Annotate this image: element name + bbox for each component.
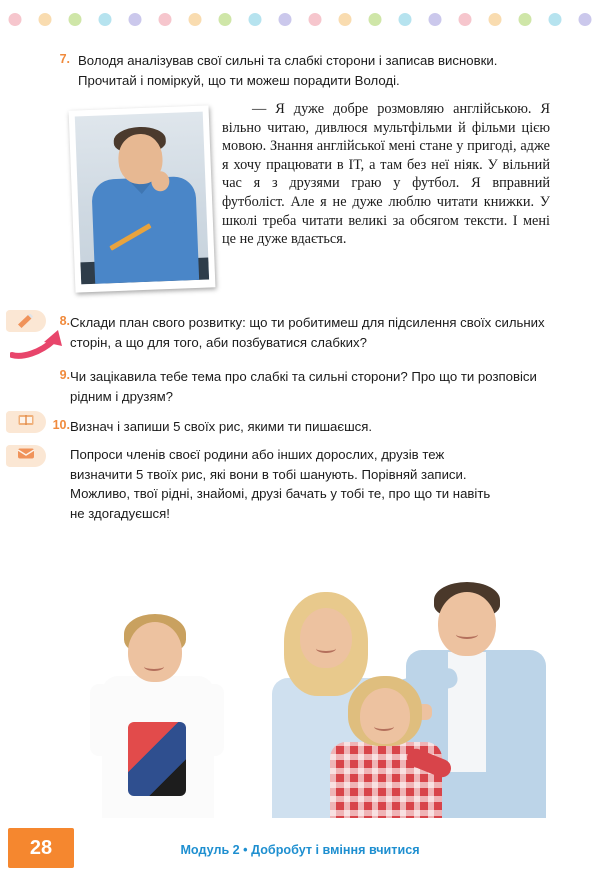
tshirt-print bbox=[128, 722, 186, 796]
dot-15 bbox=[429, 13, 442, 26]
pencil-icon bbox=[17, 314, 35, 328]
family-pointing-photo bbox=[60, 530, 570, 830]
dot-4 bbox=[99, 13, 112, 26]
task-number-8: 8. bbox=[59, 314, 70, 328]
page-number: 28 bbox=[8, 828, 74, 868]
dot-18 bbox=[519, 13, 532, 26]
father-head bbox=[438, 592, 496, 656]
band-cell bbox=[270, 0, 300, 40]
card-icon bbox=[17, 447, 35, 465]
band-cell bbox=[420, 0, 450, 40]
band-cell bbox=[480, 0, 510, 40]
dot-10 bbox=[279, 13, 292, 26]
dot-8 bbox=[219, 13, 232, 26]
task-10-text: Визнач і запиши 5 своїх рис, якими ти пишаєшся. bbox=[70, 419, 373, 434]
task-7-quote-text: — Я дуже добре розмовляю англійською. Я вільно читаю, дивлюся мультфільми й фільми цією мовою. Знання англійської мені стане у пригоді, адже я хочу працювати в ІТ, а там без неї ніяк. У вільний час я з друзями граю у футбол. Я вправний футболіст. Але я не дуже люблю читати книжки. У школі треба читати великі за обсягом тексти. І мені це не дуже вдається. bbox=[222, 101, 550, 248]
band-cell bbox=[90, 0, 120, 40]
band-cell bbox=[540, 0, 570, 40]
band-cell bbox=[510, 0, 540, 40]
band-cell bbox=[240, 0, 270, 40]
task-number-7: 7. bbox=[59, 52, 70, 66]
dot-12 bbox=[339, 13, 352, 26]
dot-14 bbox=[399, 13, 412, 26]
dot-20 bbox=[579, 13, 592, 26]
boy-arm-left bbox=[90, 684, 110, 756]
task-7-text: Володя аналізував свої сильні та слабкі сторони і записав висновки. Прочитай і поміркуй, що ти можеш порадити Володі. bbox=[78, 53, 498, 88]
decorative-dot-band bbox=[0, 0, 600, 40]
mother-head bbox=[300, 608, 352, 668]
band-cell bbox=[60, 0, 90, 40]
mother-smile bbox=[316, 644, 336, 653]
band-cell bbox=[570, 0, 600, 40]
band-cell bbox=[330, 0, 360, 40]
dot-11 bbox=[309, 13, 322, 26]
dot-3 bbox=[69, 13, 82, 26]
page-footer bbox=[0, 818, 600, 878]
task-9-text: Чи зацікавила тебе тема про слабкі та сильні сторони? Про що ти розповіси рідним і друзям? bbox=[70, 369, 537, 404]
task-number-10: 10. bbox=[52, 418, 70, 432]
dot-7 bbox=[189, 13, 202, 26]
dot-6 bbox=[159, 13, 172, 26]
book-icon bbox=[17, 413, 35, 432]
card-badge bbox=[6, 445, 46, 467]
boy-figure bbox=[88, 614, 228, 830]
dot-16 bbox=[459, 13, 472, 26]
band-cell bbox=[450, 0, 480, 40]
girl-figure bbox=[310, 676, 462, 830]
girl-head bbox=[360, 688, 410, 744]
band-cell bbox=[0, 0, 30, 40]
band-cell bbox=[300, 0, 330, 40]
photo-inner bbox=[75, 112, 209, 285]
dot-13 bbox=[369, 13, 382, 26]
dot-19 bbox=[549, 13, 562, 26]
arrow-icon bbox=[10, 328, 64, 360]
dot-2 bbox=[39, 13, 52, 26]
band-cell bbox=[150, 0, 180, 40]
boy-thinking-photo bbox=[69, 105, 216, 292]
father-smile bbox=[456, 630, 478, 639]
band-cell bbox=[30, 0, 60, 40]
dot-17 bbox=[489, 13, 502, 26]
task-10-subtext: Попроси членів своєї родини або інших дорослих, друзів теж визначити 5 твоїх рис, які вони в тобі шанують. Порівняй записи. Можливо, твої рідні, знайомі, друзі бачать у тобі те, про що ти навіть не здогадуєшся! bbox=[70, 447, 491, 521]
girl-smile bbox=[374, 722, 394, 731]
boy-head bbox=[128, 622, 182, 682]
band-cell bbox=[120, 0, 150, 40]
band-cell bbox=[180, 0, 210, 40]
boy-smile bbox=[144, 662, 164, 671]
task-number-9: 9. bbox=[59, 368, 70, 382]
task-7-quote bbox=[222, 100, 550, 249]
task-8-text: Склади план свого розвитку: що ти робитимеш для підсилення своїх сильних сторін, а що для того, аби позбуватися слабких? bbox=[70, 315, 545, 350]
page-content bbox=[0, 40, 600, 878]
footer-caption: Модуль 2 • Добробут і вміння вчитися bbox=[180, 843, 420, 857]
band-cell bbox=[360, 0, 390, 40]
dot-9 bbox=[249, 13, 262, 26]
band-cell bbox=[390, 0, 420, 40]
boy-arm-right bbox=[204, 684, 224, 756]
band-cell bbox=[210, 0, 240, 40]
dot-1 bbox=[9, 13, 22, 26]
dot-5 bbox=[129, 13, 142, 26]
